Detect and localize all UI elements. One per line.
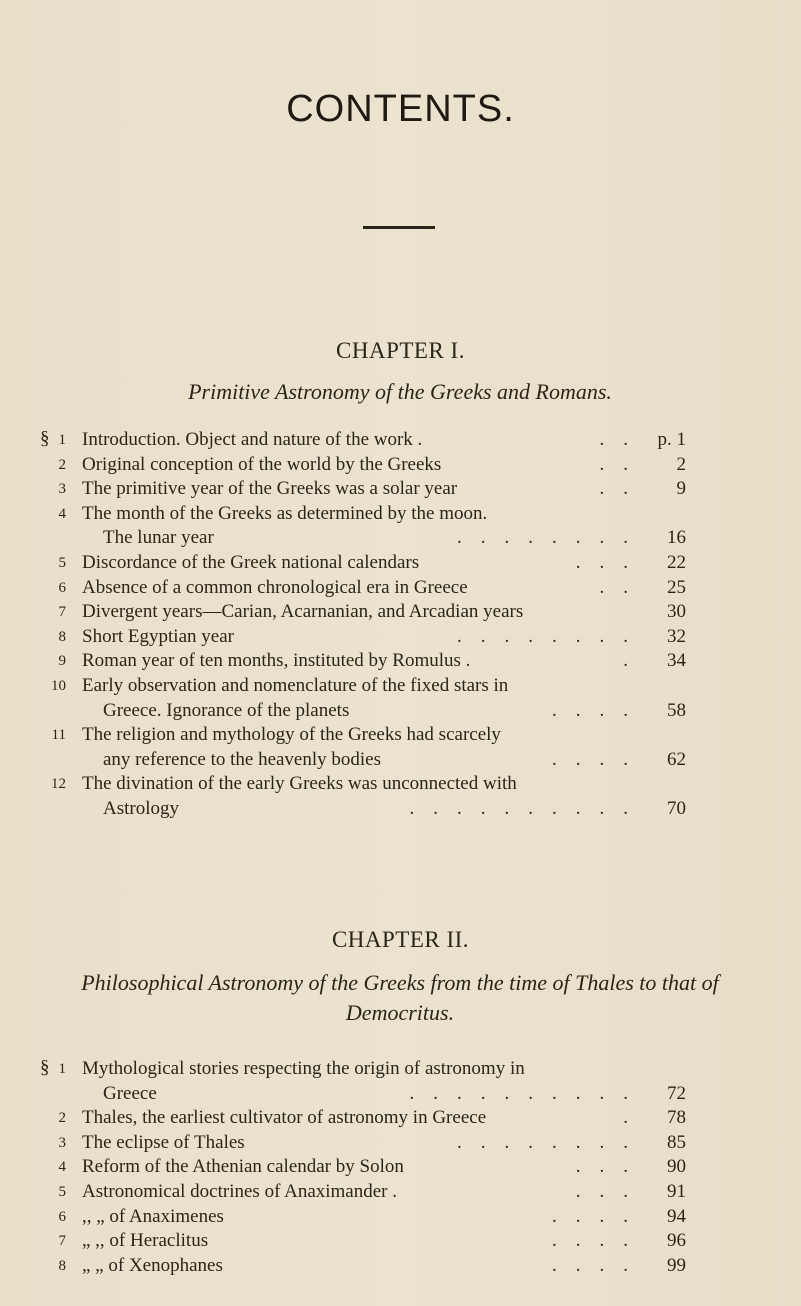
entry-number: 3 [58, 1134, 66, 1151]
leader-dots: . . . . [552, 1205, 628, 1227]
entry-text: Astronomical doctrines of Anaximander . [82, 1181, 398, 1202]
entry-text: Thales, the earliest cultivator of astronomy in Greece [82, 1107, 487, 1129]
page-number: 34 [667, 650, 686, 672]
entry-text: Greece. Ignorance of the planets [103, 699, 350, 721]
leader-dots: . . . . . . . . [457, 625, 628, 647]
page-number: 62 [667, 748, 686, 770]
entry-text: Original conception of the world by the Greeks [82, 453, 442, 475]
entry-text: any reference to the heavenly bodies [103, 748, 382, 770]
entry-number: 2 [58, 1110, 66, 1127]
entry-text: The primitive year of the Greeks was a solar year [82, 478, 458, 500]
page-number: 58 [667, 699, 686, 721]
page-number: 99 [667, 1254, 686, 1276]
entry-number: 6 [58, 1208, 66, 1225]
entry-text: Greece [103, 1082, 157, 1104]
entry-text: The lunar year [103, 527, 214, 549]
entry-text: The divination of the early Greeks was unconnected with [82, 773, 517, 795]
entry-text: „ ,, of Heraclitus [82, 1230, 209, 1252]
page-number: 72 [667, 1082, 686, 1104]
page-number: 70 [667, 797, 686, 819]
section-mark: § [40, 1057, 50, 1078]
leader-dots: . . . [575, 1181, 628, 1202]
entry-number: 9 [58, 653, 66, 670]
leader-dots: . . . [575, 552, 628, 573]
entry-number: 5 [58, 555, 66, 571]
chapter-1-heading: CHAPTER I. [336, 338, 465, 363]
entry-text: Introduction. Object and nature of the work . [82, 429, 423, 450]
entry-text: Short Egyptian year [82, 625, 234, 647]
leader-dots: . . . . . . . . . . [409, 1082, 628, 1104]
page-number: 32 [667, 625, 686, 647]
entry-number: 3 [58, 481, 66, 498]
leader-dots: . . . . [552, 1230, 628, 1252]
leader-dots: . [623, 650, 628, 672]
leader-dots: . . . [575, 1156, 628, 1178]
leader-dots: . . [599, 429, 628, 450]
chapter-2-heading: CHAPTER II. [331, 927, 470, 952]
entry-number: 11 [51, 727, 66, 744]
entry-text: Reform of the Athenian calendar by Solon [82, 1156, 404, 1178]
page-number: 78 [667, 1107, 686, 1129]
page-number: 90 [667, 1156, 686, 1178]
leader-dots: . . . . . . . . [457, 1131, 628, 1153]
leader-dots: . . . . [552, 1254, 628, 1276]
leader-dots: . . [599, 576, 628, 598]
entry-text: Mythological stories respecting the origin of astronomy in [82, 1058, 525, 1079]
entry-number: 8 [58, 1257, 66, 1274]
entry-number: 1 [58, 432, 66, 448]
page-number: 91 [667, 1181, 686, 1202]
chapter-2-subtitle: Philosophical Astronomy of the Greeks from the time of Thales to that of Democritus. [81, 970, 719, 1025]
page-number: 85 [667, 1131, 686, 1153]
entry-text: Discordance of the Greek national calendars [82, 552, 420, 573]
page-number: 22 [667, 552, 686, 573]
entry-number: 10 [51, 678, 66, 694]
entry-text: Absence of a common chronological era in Greece [82, 576, 468, 598]
leader-dots: . . . . . . . . [457, 527, 628, 549]
page-number: 9 [676, 478, 686, 500]
entry-number: 7 [58, 1233, 66, 1250]
leader-dots: . . [599, 453, 628, 475]
entry-text: Astrology [103, 797, 179, 819]
entry-text: Early observation and nomenclature of the fixed stars in [82, 675, 509, 696]
page-number: 96 [667, 1230, 686, 1252]
leader-dots: . [623, 1107, 628, 1129]
leader-dots: . . [599, 478, 628, 500]
entry-number: 7 [58, 604, 66, 621]
page-number: p. 1 [657, 429, 686, 450]
page-number: 94 [667, 1205, 686, 1227]
entry-number: 2 [58, 456, 66, 473]
title-rule [363, 226, 435, 229]
entry-number: 12 [51, 776, 66, 793]
entry-number: 4 [58, 505, 66, 522]
page-number: 16 [667, 527, 686, 549]
page-number: 25 [667, 576, 686, 598]
entry-text: „ „ of Xenophanes [82, 1254, 223, 1276]
entry-number: 5 [58, 1184, 66, 1200]
entry-text: ,, „ of Anaximenes [82, 1205, 224, 1227]
entry-number: 6 [58, 579, 66, 596]
entry-text: The eclipse of Thales [82, 1131, 245, 1153]
leader-dots: . . . . [552, 748, 628, 770]
entry-text: Divergent years—Carian, Acarnanian, and Arcadian years [82, 601, 524, 623]
leader-dots: . . . . [552, 699, 628, 721]
entry-text: The month of the Greeks as determined by the moon. [82, 502, 488, 524]
section-mark: § [40, 428, 50, 449]
entry-number: 8 [58, 628, 66, 645]
entry-number: 4 [58, 1159, 66, 1176]
entry-text: The religion and mythology of the Greeks had scarcely [82, 724, 501, 746]
chapter-1-subtitle: Primitive Astronomy of the Greeks and Romans. [188, 379, 612, 404]
page-title: CONTENTS. [286, 88, 515, 130]
page-number: 30 [667, 601, 686, 623]
entry-text: Roman year of ten months, instituted by Romulus . [82, 650, 471, 672]
entry-number: 1 [58, 1061, 66, 1077]
leader-dots: . . . . . . . . . . [409, 797, 628, 819]
page-number: 2 [676, 453, 686, 475]
